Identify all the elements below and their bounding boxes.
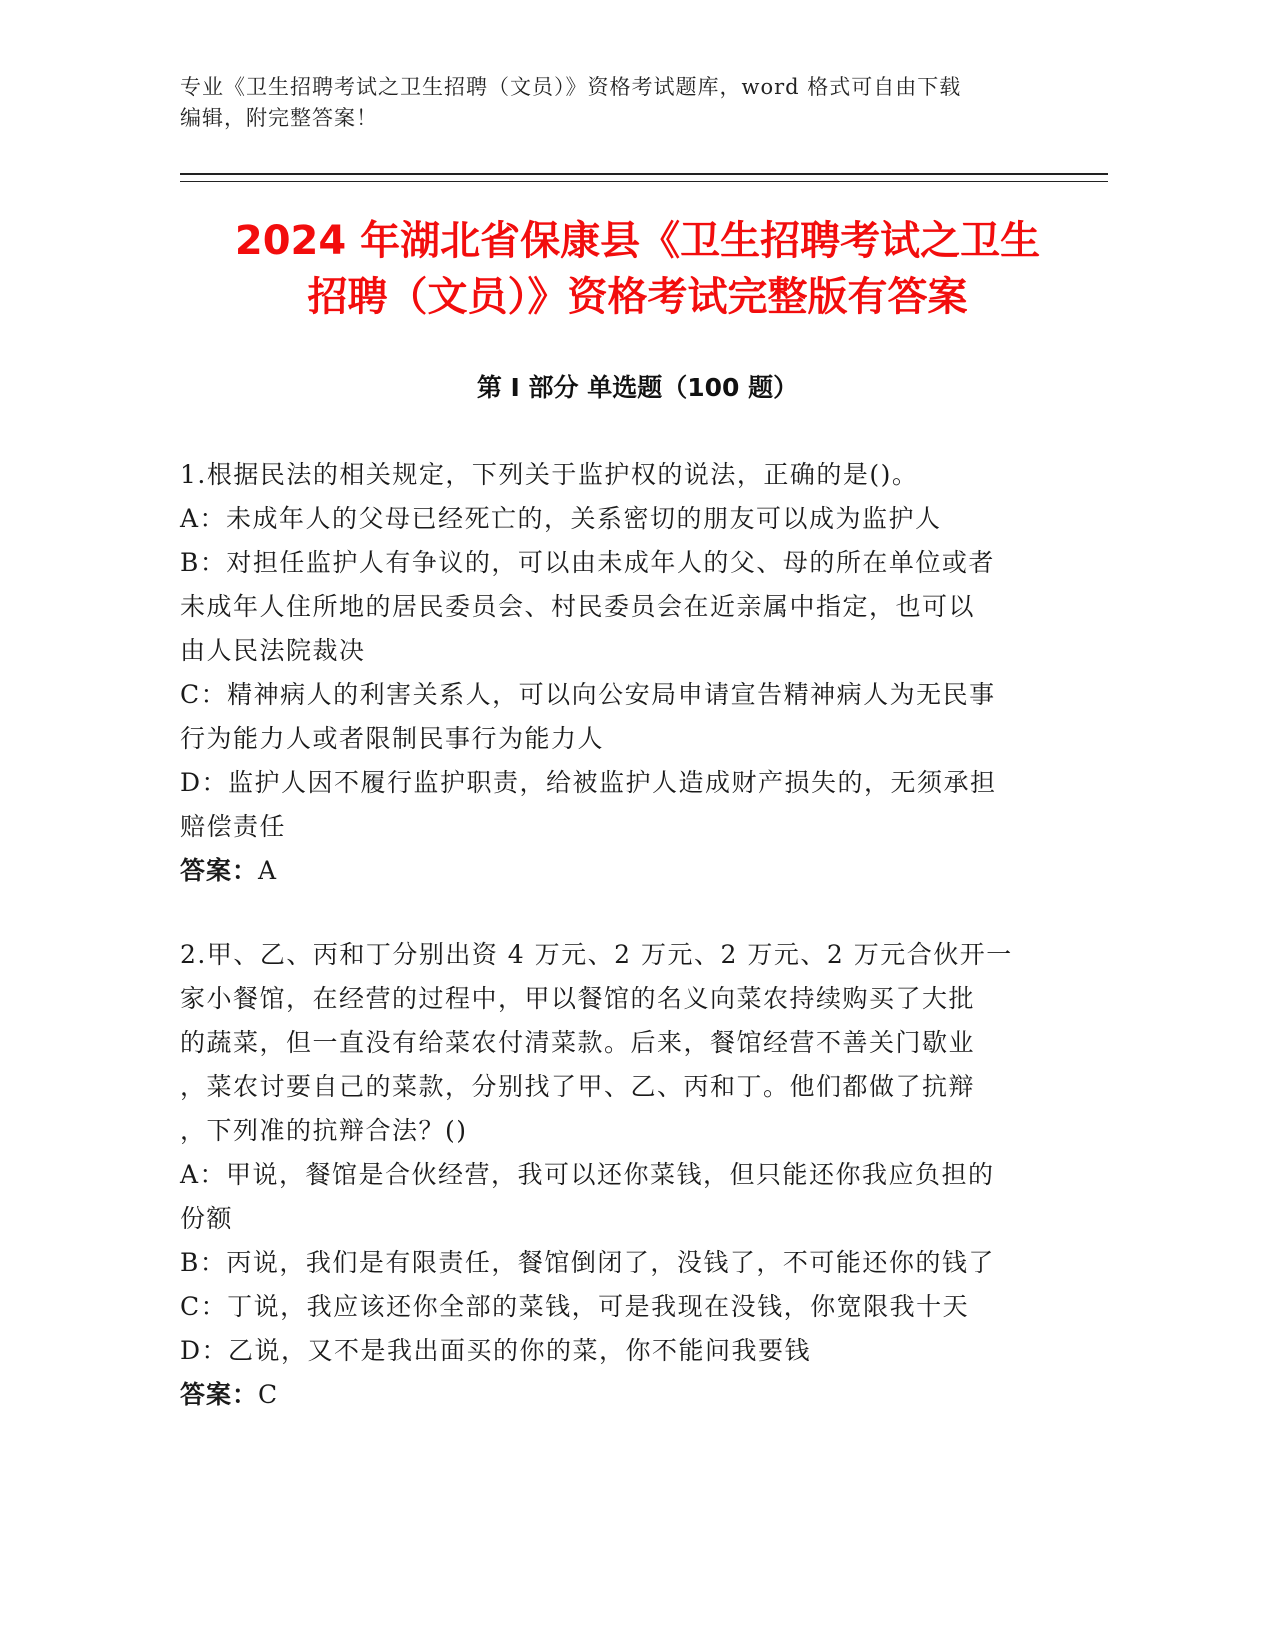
option-a: A：未成年人的父母已经死亡的，关系密切的朋友可以成为监护人: [180, 504, 942, 533]
title-line: 2024 年湖北省保康县《卫生招聘考试之卫生: [234, 218, 1041, 264]
header-note-line: 编辑，附完整答案！: [180, 106, 378, 130]
header-note-line: 专业《卫生招聘考试之卫生招聘（文员）》资格考试题库，word 格式可自由下载: [180, 75, 962, 99]
answer-label: 答案：: [180, 856, 259, 885]
option-a-continued: 份额: [180, 1204, 234, 1233]
header-rule-thick: [180, 173, 1108, 175]
header-note: [180, 72, 1060, 134]
answer-line: [180, 849, 1040, 893]
option-b: B：对担任监护人有争议的，可以由未成年人的父、母的所在单位或者: [180, 548, 995, 577]
option-c-continued: 行为能力人或者限制民事行为能力人: [180, 724, 605, 753]
option-b: B：丙说，我们是有限责任，餐馆倒闭了，没钱了，不可能还你的钱了: [180, 1248, 995, 1277]
answer-line: [180, 1373, 1040, 1417]
option-d: D：乙说，又不是我出面买的你的菜，你不能问我要钱: [180, 1336, 812, 1365]
question-stem-continued: 的蔬菜，但一直没有给菜农付清菜款。后来，餐馆经营不善关门歇业: [180, 1028, 976, 1057]
question-stem-continued: ，下列准的抗辩合法？(): [180, 1116, 468, 1145]
document-title: [150, 213, 1125, 325]
answer-value: C: [258, 1380, 279, 1409]
question-stem-continued: ，菜农讨要自己的菜款，分别找了甲、乙、丙和丁。他们都做了抗辩: [180, 1072, 976, 1101]
option-b-continued: 由人民法院裁决: [180, 636, 366, 665]
section-heading: 第 I 部分 单选题（100 题）: [476, 373, 799, 402]
question-stem: 2.甲、乙、丙和丁分别出资 4 万元、2 万元、2 万元、2 万元合伙开一: [180, 940, 1013, 969]
question-stem: 1.根据民法的相关规定，下列关于监护权的说法，正确的是()。: [180, 460, 919, 489]
option-d: D：监护人因不履行监护职责，给被监护人造成财产损失的，无须承担: [180, 768, 997, 797]
option-b-continued: 未成年人住所地的居民委员会、村民委员会在近亲属中指定，也可以: [180, 592, 976, 621]
question-2: [180, 933, 1040, 1417]
option-a: A：甲说，餐馆是合伙经营，我可以还你菜钱，但只能还你我应负担的: [180, 1160, 995, 1189]
option-c: C：精神病人的利害关系人，可以向公安局申请宣告精神病人为无民事: [180, 680, 996, 709]
header-rule-thin: [180, 181, 1108, 182]
option-c: C：丁说，我应该还你全部的菜钱，可是我现在没钱，你宽限我十天: [180, 1292, 970, 1321]
title-line: 招聘（文员）》资格考试完整版有答案: [307, 274, 968, 320]
answer-label: 答案：: [180, 1380, 259, 1409]
question-1: [180, 453, 1040, 893]
question-stem-continued: 家小餐馆，在经营的过程中，甲以餐馆的名义向菜农持续购买了大批: [180, 984, 976, 1013]
option-d-continued: 赔偿责任: [180, 812, 287, 841]
answer-value: A: [258, 856, 278, 885]
